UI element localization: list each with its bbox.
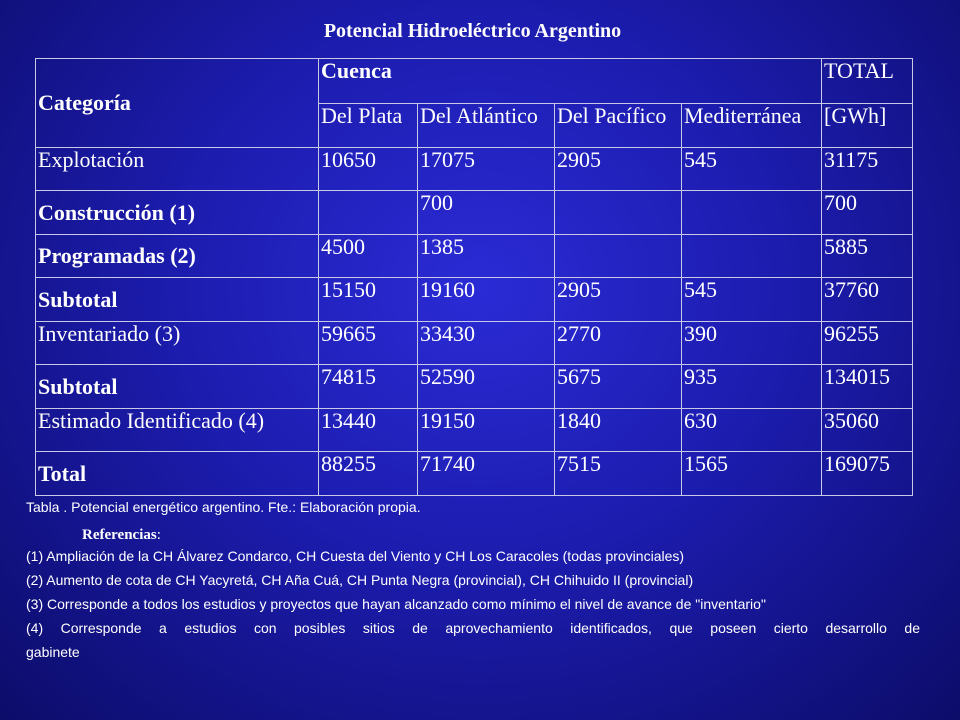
table-row	[36, 191, 913, 234]
cell-total: 96255	[822, 321, 913, 364]
cell-value: 7515	[555, 452, 682, 496]
table-row	[36, 148, 913, 191]
cell-total: 134015	[822, 365, 913, 408]
header-total-unit: [GWh]	[822, 103, 913, 148]
cell-value: 19160	[418, 278, 555, 321]
references-heading	[82, 526, 920, 544]
cell-value: 33430	[418, 321, 555, 364]
table-row	[36, 234, 913, 277]
table-row	[36, 278, 913, 321]
cell-value: 700	[418, 191, 555, 234]
cell-value: 74815	[319, 365, 418, 408]
cell-value: 17075	[418, 148, 555, 191]
notes-section	[26, 496, 920, 664]
reference-note: (4) Corresponde a estudios con posibles sitios de aprovechamiento identificados, que poseen cierto desarrollo de	[26, 620, 920, 636]
cell-value: 2905	[555, 148, 682, 191]
row-label: Subtotal	[36, 365, 319, 408]
cell-value: 1840	[555, 408, 682, 451]
cell-value	[555, 191, 682, 234]
cell-value	[682, 234, 822, 277]
cell-value: 545	[682, 148, 822, 191]
header-basin: Mediterránea	[682, 103, 822, 148]
cell-value: 4500	[319, 234, 418, 277]
cell-value: 1565	[682, 452, 822, 496]
cell-value: 13440	[319, 408, 418, 451]
cell-value: 10650	[319, 148, 418, 191]
cell-total: 700	[822, 191, 913, 234]
reference-note: (3) Corresponde a todos los estudios y proyectos que hayan alcanzado como mínimo el nivel de avance de "inventario"	[26, 596, 766, 612]
hydro-potential-table	[35, 58, 913, 496]
cell-total: 35060	[822, 408, 913, 451]
page-title: Potencial Hidroeléctrico Argentino	[323, 20, 622, 42]
references-label: Referencias	[82, 527, 157, 543]
cell-value: 19150	[418, 408, 555, 451]
table-caption: Tabla . Potencial energético argentino. Fte.: Elaboración propia.	[26, 499, 421, 515]
references-colon: :	[156, 527, 161, 543]
row-label: Explotación	[36, 148, 319, 191]
cell-total: 169075	[822, 452, 913, 496]
cell-value: 52590	[418, 365, 555, 408]
row-label: Inventariado (3)	[36, 321, 319, 364]
cell-value	[319, 191, 418, 234]
cell-value: 390	[682, 321, 822, 364]
cell-total: 5885	[822, 234, 913, 277]
cell-value: 88255	[319, 452, 418, 496]
row-label: Estimado Identificado (4)	[36, 408, 319, 451]
header-total: TOTAL	[822, 59, 913, 104]
table-row	[36, 321, 913, 364]
row-label: Programadas (2)	[36, 234, 319, 277]
cell-value: 2770	[555, 321, 682, 364]
header-categoria: Categoría	[36, 59, 319, 148]
row-label: Total	[36, 452, 319, 496]
cell-value: 59665	[319, 321, 418, 364]
reference-note-continuation: gabinete	[26, 644, 80, 660]
table-row	[36, 452, 913, 496]
cell-value	[682, 191, 822, 234]
header-basin: Del Pacífico	[555, 103, 682, 148]
table-header-row	[36, 59, 913, 104]
cell-total: 31175	[822, 148, 913, 191]
cell-value: 2905	[555, 278, 682, 321]
row-label: Subtotal	[36, 278, 319, 321]
row-label: Construcción (1)	[36, 191, 319, 234]
cell-value: 545	[682, 278, 822, 321]
cell-value: 630	[682, 408, 822, 451]
header-cuenca: Cuenca	[319, 59, 822, 104]
header-basin: Del Plata	[319, 103, 418, 148]
cell-value: 1385	[418, 234, 555, 277]
table-row	[36, 408, 913, 451]
cell-value: 15150	[319, 278, 418, 321]
table-row	[36, 365, 913, 408]
reference-note: (2) Aumento de cota de CH Yacyretá, CH Aña Cuá, CH Punta Negra (provincial), CH Chihuido II (provincial)	[26, 572, 694, 588]
reference-note: (1) Ampliación de la CH Álvarez Condarco, CH Cuesta del Viento y CH Los Caracoles (todas provinciales)	[26, 548, 685, 564]
cell-value: 5675	[555, 365, 682, 408]
cell-value: 71740	[418, 452, 555, 496]
cell-value	[555, 234, 682, 277]
header-basin: Del Atlántico	[418, 103, 555, 148]
cell-total: 37760	[822, 278, 913, 321]
cell-value: 935	[682, 365, 822, 408]
